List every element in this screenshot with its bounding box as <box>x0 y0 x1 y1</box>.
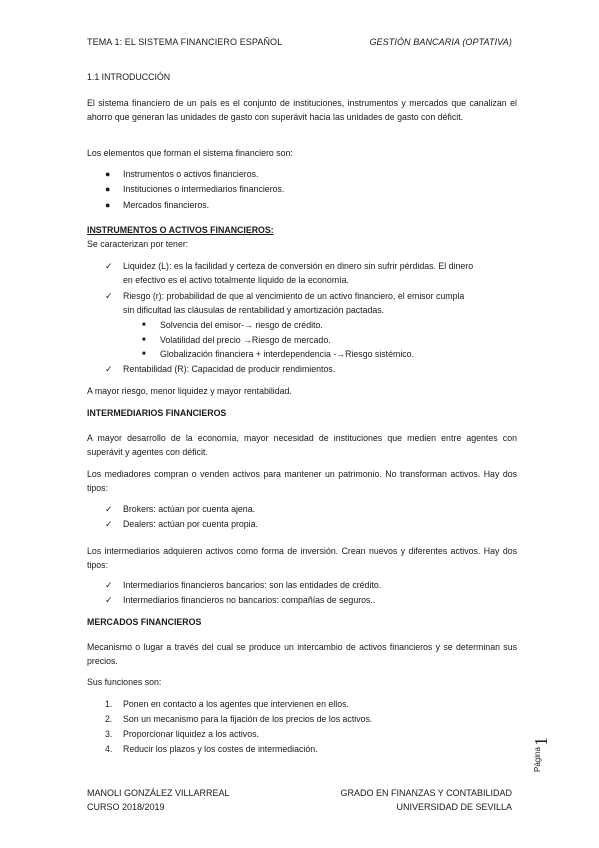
rentabilidad-item: Rentabilidad (R): Capacidad de producir rendimientos. <box>123 364 336 374</box>
list-number: 1. <box>105 699 113 709</box>
footer-course: CURSO 2018/2019 <box>87 801 165 812</box>
list-item: Instituciones o intermediarios financieros. <box>123 184 285 194</box>
instrumentos-lead: Se caracterizan por tener: <box>87 239 189 249</box>
list-item: Ponen en contacto a los agentes que intervienen en ellos. <box>123 699 349 709</box>
square-bullet-icon: ■ <box>142 322 146 328</box>
instrumentos-heading: INSTRUMENTOS O ACTIVOS FINANCIEROS: <box>87 225 274 235</box>
mercados-p1: Mecanismo o lugar a través del cual se produce un intercambio de activos financieros y se determinan sus precios. <box>87 642 517 666</box>
footer-university: UNIVERSIDAD DE SEVILLA <box>396 801 512 812</box>
checkmark-icon: ✓ <box>105 580 113 590</box>
list-item: Instrumentos o activos financieros. <box>123 169 259 179</box>
list-number: 3. <box>105 729 113 739</box>
elements-intro: Los elementos que forman el sistema financiero son: <box>87 148 293 158</box>
checkmark-icon: ✓ <box>105 519 113 529</box>
header-right: GESTIÓN BANCARIA (OPTATIVA) <box>369 37 512 47</box>
checkmark-icon: ✓ <box>105 364 113 374</box>
page-number-value: 1 <box>531 737 551 746</box>
footer-degree: GRADO EN FINANZAS Y CONTABILIDAD <box>340 788 512 798</box>
checkmark-icon: ✓ <box>105 261 113 271</box>
bullet-icon: ● <box>105 200 111 210</box>
list-item: Mercados financieros. <box>123 200 210 210</box>
intermediarios-p1: A mayor desarrollo de la economía, mayor necesidad de instituciones que medien entre agentes con superávit y agentes con déficit. <box>87 433 517 457</box>
riesgo-sub-item: Globalización financiera + interdependencia -→Riesgo sistémico. <box>160 349 415 359</box>
list-item: Intermediarios financieros bancarios: son las entidades de crédito. <box>123 580 382 590</box>
list-number: 2. <box>105 714 113 724</box>
liquidez-line2: en efectivo es el activo totalmente líquido de la economía. <box>123 275 349 285</box>
list-item: Brokers: actúan por cuenta ajena. <box>123 504 256 514</box>
footer-left <box>87 787 230 814</box>
riesgo-line2: sin dificultad las cláusulas de rentabilidad y amortización pactadas. <box>123 305 385 315</box>
intro-paragraph: El sistema financiero de un país es el conjunto de instituciones, instrumentos y mercados que canalizan el ahorro que generan las unidades de gasto con superávit hacia las unidades de gasto con déficit. <box>87 98 517 122</box>
intermediarios-p3: Los intermediarios adquieren activos como forma de inversión. Crean nuevos y diferentes activos. Hay dos tipos: <box>87 546 517 570</box>
footer-author: MANOLI GONZÁLEZ VILLARREAL <box>87 788 230 798</box>
list-number: 4. <box>105 744 113 754</box>
square-bullet-icon: ■ <box>142 351 146 357</box>
section-title: 1.1 INTRODUCCIÓN <box>87 72 171 82</box>
riesgo-sub-item: Solvencia del emisor-→ riesgo de crédito. <box>160 320 323 330</box>
list-item: Dealers: actúan por cuenta propia. <box>123 519 258 529</box>
intermediarios-p2: Los mediadores compran o venden activos para mantener un patrimonio. No transforman activos. Hay dos tipos: <box>87 469 517 493</box>
page-label: Página <box>533 747 542 772</box>
checkmark-icon: ✓ <box>105 291 113 301</box>
riesgo-sub-item: Volatilidad del precio →Riesgo de mercado. <box>160 335 331 345</box>
checkmark-icon: ✓ <box>105 595 113 605</box>
header-left: TEMA 1: EL SISTEMA FINANCIERO ESPAÑOL <box>87 37 283 47</box>
bullet-icon: ● <box>105 169 111 179</box>
funciones-lead: Sus funciones son: <box>87 677 162 687</box>
square-bullet-icon: ■ <box>142 337 146 343</box>
list-item: Proporcionar liquidez a los activos. <box>123 729 259 739</box>
bullet-icon: ● <box>105 184 111 194</box>
list-item: Son un mecanismo para la fijación de los precios de los activos. <box>123 714 373 724</box>
mercados-heading: MERCADOS FINANCIEROS <box>87 617 202 627</box>
footer-right <box>340 787 512 814</box>
riesgo-line1: Riesgo (r): probabilidad de que al vencimiento de un activo financiero, el emisor cumpla <box>123 291 465 301</box>
instrumentos-summary: A mayor riesgo, menor liquidez y mayor rentabilidad. <box>87 386 292 396</box>
intermediarios-heading: INTERMEDIARIOS FINANCIEROS <box>87 408 227 418</box>
liquidez-line1: Liquidez (L): es la facilidad y certeza de conversión en dinero sin sufrir pérdidas. El dinero <box>123 261 474 271</box>
list-item: Reducir los plazos y los costes de intermediación. <box>123 744 318 754</box>
page-number <box>531 736 561 776</box>
checkmark-icon: ✓ <box>105 504 113 514</box>
list-item: Intermediarios financieros no bancarios: compañías de seguros.. <box>123 595 376 605</box>
